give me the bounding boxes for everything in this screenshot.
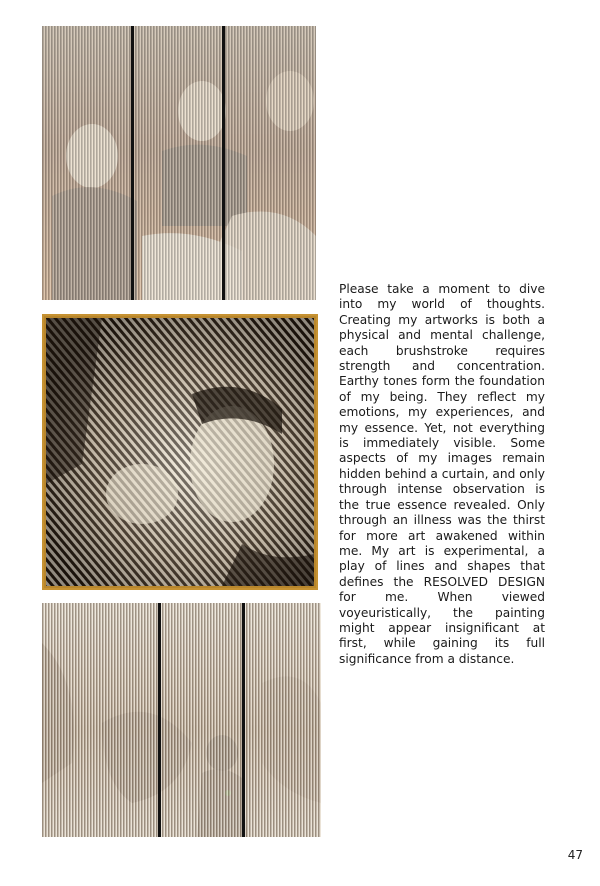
artwork-triptych-film-scene	[42, 26, 316, 300]
artwork-portrait-striped	[42, 314, 318, 590]
artwork-top-image	[42, 26, 316, 300]
artwork-bottom-image	[42, 603, 321, 837]
artwork-triptych-garden	[42, 603, 321, 837]
body-paragraph: Please take a moment to dive into my world of thoughts. Creating my artworks is both a physical and mental challenge, each brushstroke requires strength and concentration. Earthy tones form the foundation of my being. They reflect my emotions, my experiences, and my essence. Yet, not everything is immediately visible. Some aspects of my images remain hidden behind a curtain, and only through intense observation is the true essence revealed. Only through an illness was the thirst for more art awakened within me. My art is experimental, a play of lines and shapes that defines the RESOLVED DESIGN for me. When viewed voyeuristically, the painting might appear insignificant at first, while gaining its full significance from a distance.	[339, 282, 545, 666]
artwork-mid-image	[42, 314, 318, 590]
page-number: 47	[567, 848, 583, 862]
